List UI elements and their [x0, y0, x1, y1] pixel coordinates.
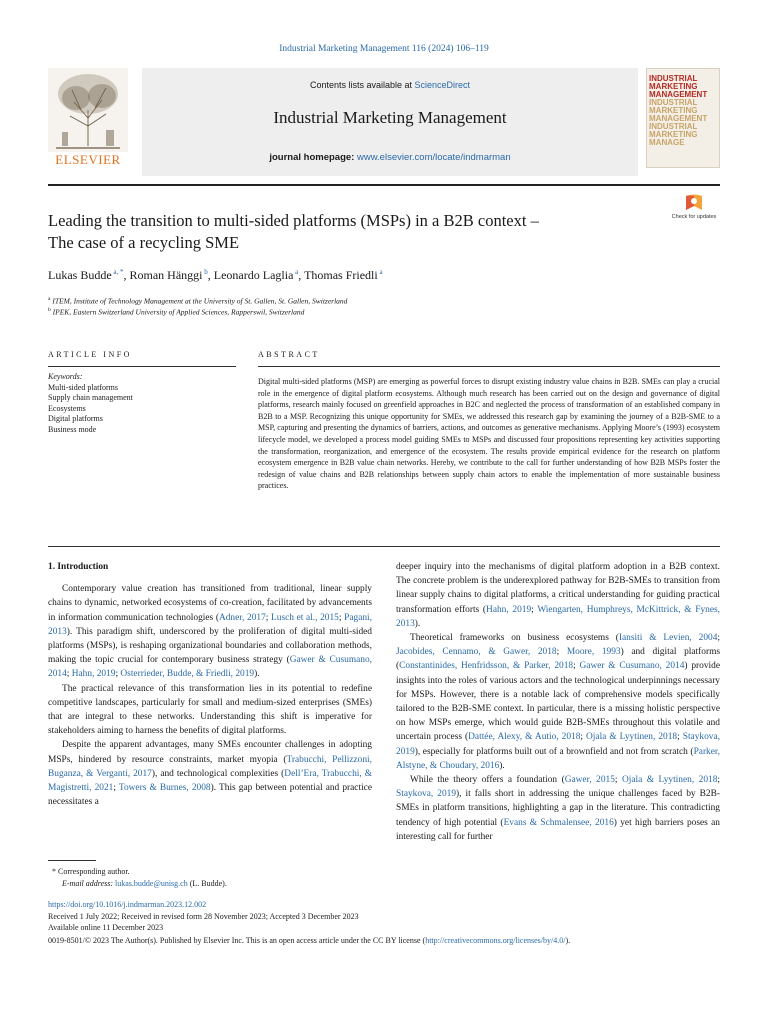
paragraph-text: ; — [531, 604, 538, 615]
paragraph-text: ) provide insights into the roles of various actors and the technological underpinnings necessary for MSPs. However, there is a notable lack of comprehensive models specifically tailored to the B2B-SME context. In particular, there is a missing holistic perspective on how MSPs emerge, which would guide B2B-SMEs throughout this volatile and uncertain process ( — [396, 661, 720, 743]
paragraph-text: Theoretical frameworks on business ecosystems ( — [410, 633, 619, 644]
citation-link[interactable]: Osterrieder, Budde, & Friedli, 2019 — [120, 669, 255, 680]
citation-link[interactable]: Lusch et al., 2015 — [271, 612, 339, 623]
article-info-heading: ARTICLE INFO — [48, 350, 132, 359]
paragraph-text: ; — [717, 633, 720, 644]
citation-link[interactable]: Towers & Burnes, 2008 — [118, 783, 211, 794]
citation-link[interactable]: Hahn, 2019 — [71, 669, 116, 680]
affiliation-a — [48, 296, 668, 306]
citation-link[interactable]: Wiengarten, Humphreys, McKittrick, & Fynes, 2013 — [396, 604, 720, 629]
paragraph-text: ; — [717, 775, 720, 786]
citation-link[interactable]: Gawer & Cusumano, 2014 — [48, 655, 372, 680]
citation-link[interactable]: Gawer & Cusumano, 2014 — [579, 661, 685, 672]
citation-link[interactable]: Moore, 1993 — [566, 647, 621, 658]
journal-citation-line[interactable]: Industrial Marketing Management 116 (2024) 106–119 — [279, 44, 489, 54]
citation-link[interactable]: Iansiti & Levien, 2004 — [618, 633, 718, 644]
citation-link[interactable]: Jacobides, Cennamo, & Gawer, 2018 — [396, 647, 557, 658]
contents-line — [142, 80, 638, 90]
cover-title-line: MANAGEMENT — [649, 90, 708, 99]
affiliation-marker: b — [48, 307, 51, 313]
keyword-item: Supply chain management — [48, 393, 133, 402]
affiliation-text: ITEM, Institute of Technology Management at the University of St. Gallen, St. Gallen, Switzerland — [52, 296, 348, 306]
article-info-rule — [48, 366, 236, 367]
author-name[interactable]: Thomas Friedli — [304, 268, 378, 282]
paragraph-text: Contemporary value creation has transitioned from traditional, linear supply chains to dynamic, networked ecosystems of co-creation, facilitated by advancements in information communication technologies ( — [48, 584, 372, 623]
author-list — [48, 268, 668, 283]
affiliation-b — [48, 307, 668, 317]
body-column-left — [48, 560, 372, 809]
intro-paragraph-3 — [48, 738, 372, 809]
asterisk-marker: * — [52, 867, 58, 876]
paragraph-text: ; — [573, 661, 580, 672]
corresponding-author-text: Corresponding author. — [58, 867, 130, 876]
citation-link[interactable]: Evans & Schmalensee, 2016 — [503, 817, 614, 828]
journal-name: Industrial Marketing Management — [273, 108, 507, 127]
paragraph-text: ; — [556, 647, 567, 658]
affiliation-marker: a — [48, 296, 51, 302]
email-note — [62, 878, 462, 889]
article-title — [48, 210, 668, 254]
citation-link[interactable]: Staykova, 2019 — [396, 789, 457, 800]
citation-link[interactable]: Dattée, Alexy, & Autio, 2018 — [468, 732, 581, 743]
paragraph-text: ; — [115, 669, 121, 680]
homepage-line — [142, 152, 638, 163]
paragraph-text: ; — [580, 732, 587, 743]
abstract-heading: ABSTRACT — [258, 350, 320, 359]
check-for-updates-icon[interactable] — [676, 194, 712, 230]
masthead-divider — [48, 184, 720, 186]
homepage-link[interactable]: www.elsevier.com/locate/indmarman — [356, 152, 511, 163]
license-link[interactable]: http://creativecommons.org/licenses/by/4.0/ — [425, 936, 566, 945]
cover-title-line: MARKETING — [649, 82, 698, 91]
title-line-2: The case of a recycling SME — [48, 233, 240, 252]
paragraph-text: ), and technological complexities ( — [151, 768, 285, 779]
citation-link[interactable]: Hahn, 2019 — [486, 604, 532, 615]
cover-title-line: INDUSTRIAL — [649, 74, 698, 83]
paragraph-text: ). — [254, 669, 260, 680]
author-separator: , — [123, 268, 130, 282]
keywords-block — [48, 372, 228, 435]
cover-title-line: MANAGEMENT — [649, 114, 708, 123]
keywords-heading: Keywords: — [48, 372, 83, 381]
footnote-rule — [48, 860, 96, 861]
citation-link[interactable]: Ojala & Lyytinen, 2018 — [621, 775, 718, 786]
citation-link[interactable]: Constantinides, Henfridsson, & Parker, 2018 — [399, 661, 574, 672]
doi-text[interactable]: https://doi.org/10.1016/j.indmarman.2023.12.002 — [48, 900, 207, 909]
email-suffix: (L. Budde). — [187, 879, 227, 888]
keyword-item: Digital platforms — [48, 414, 103, 423]
section-heading-introduction: 1. Introduction — [48, 562, 109, 572]
citation-link[interactable]: Staykova, 2019 — [396, 732, 720, 757]
author-separator: , — [298, 268, 305, 282]
paragraph-text: ). — [414, 618, 421, 629]
citation-link[interactable]: Gawer, 2015 — [564, 775, 615, 786]
cover-text — [649, 75, 719, 147]
contents-prefix: Contents lists available at — [309, 80, 415, 90]
author-affiliation-marker[interactable]: b — [202, 268, 208, 276]
paragraph-text: deeper inquiry into the mechanisms of digital platform adoption in a B2B context. The concrete problem is the underexplored pathway for B2B-SMEs to transition from linear supply chains to digital platforms, a critical understanding for guiding practical transformation efforts ( — [396, 562, 720, 615]
intro-paragraph-6 — [396, 773, 720, 844]
author-separator: , — [207, 268, 214, 282]
keyword-item: Business mode — [48, 424, 97, 434]
citation-link[interactable]: Dell’Era, Trabucchi, & Magistretti, 2021 — [48, 768, 372, 794]
sciencedirect-link[interactable]: ScienceDirect — [414, 80, 471, 90]
citation-link[interactable]: Adner, 2017 — [218, 612, 266, 623]
cover-title-line: INDUSTRIAL — [649, 122, 698, 131]
cover-title-line: MARKETING — [649, 106, 698, 115]
check-for-updates-label[interactable]: Check for updates — [671, 214, 717, 220]
received-dates: Received 1 July 2022; Received in revised form 28 November 2023; Accepted 3 December 2023 — [48, 912, 359, 921]
license-suffix: ). — [565, 936, 571, 945]
paragraph-text: ; — [66, 669, 72, 680]
cover-title-line: MARKETING — [649, 130, 698, 139]
citation-link[interactable]: Trabucchi, Pellizzoni, Buganza, & Verganti, 2017 — [48, 754, 372, 779]
paragraph-text: While the theory offers a foundation ( — [410, 775, 565, 786]
title-line-1: Leading the transition to multi-sided platforms (MSPs) in a B2B context – — [48, 211, 539, 230]
available-online-date: Available online 11 December 2023 — [48, 923, 164, 932]
citation-link[interactable]: Ojala & Lyytinen, 2018 — [586, 732, 678, 743]
author-name[interactable]: Lukas Budde — [48, 268, 112, 282]
intro-paragraph-1 — [48, 582, 372, 681]
email-label: E-mail address: — [62, 879, 116, 888]
publisher-name: ELSEVIER — [55, 152, 121, 167]
paragraph-text: Despite the apparent advantages, many SMEs encounter challenges in adopting MSPs, hindered by resource constraints, market myopia ( — [48, 740, 372, 765]
cover-title-line: MANAGE — [649, 138, 685, 147]
doi-link[interactable] — [48, 900, 728, 911]
intro-paragraph-5 — [396, 631, 720, 773]
license-prefix: 0019-8501/© 2023 The Author(s). Published by Elsevier Inc. This is an open access article under the CC BY license ( — [48, 936, 426, 945]
cover-title-line: INDUSTRIAL — [649, 98, 698, 107]
masthead — [48, 68, 720, 176]
affiliation-text: IPEK, Eastern Switzerland University of Applied Sciences, Rapperswil, Switzerland — [52, 307, 305, 317]
corresponding-author-note — [52, 866, 452, 877]
paragraph-text: ). This gap between potential and practice necessitates a — [48, 783, 372, 808]
abstract-bottom-rule — [48, 546, 720, 547]
intro-paragraph-4 — [396, 560, 720, 631]
author-email-link[interactable]: lukas.budde@unisg.ch — [115, 879, 188, 888]
abstract-rule — [258, 366, 720, 367]
keyword-item: Multi-sided platforms — [48, 382, 118, 392]
paragraph-text: ) and digital platforms ( — [396, 647, 721, 672]
paragraph-text: ; — [338, 612, 345, 623]
author-name[interactable]: Leonardo Laglia — [213, 268, 294, 282]
paragraph-text: ; — [614, 775, 622, 786]
citation-link[interactable]: Parker, Alstyne, & Choudary, 2016 — [396, 746, 720, 771]
author-affiliation-marker[interactable]: a — [377, 268, 383, 276]
keywords-list — [48, 383, 228, 436]
paragraph-text: ). This paradigm shift, underscored by the proliferation of digital multi-sided platforms (MSPs), is reshaping organizational boundaries and collaboration methods, making the topic crucial for contemporary business strategy ( — [48, 626, 372, 666]
body-column-right — [396, 560, 720, 844]
paragraph-text: ) yet high barriers poses an interesting call for further — [396, 817, 720, 842]
paragraph-text: ; — [265, 612, 272, 623]
license-line — [48, 936, 728, 947]
paragraph-text: ), especially for platforms built out of a brownfield and not from scratch ( — [414, 746, 694, 757]
paragraph-text: ), it falls short in addressing the unique challenges faced by B2B-SMEs in platform transitions, highlighting a gap in the literature. This contradicting tendency of high potential ( — [396, 789, 720, 828]
journal-cover-thumbnail[interactable] — [646, 68, 720, 168]
abstract-text: Digital multi-sided platforms (MSP) are emerging as powerful forces to disrupt existing industry value chains in B2B. SMEs can play a crucial role in the emergence of digital platform ecosystems. Although much research has been carried out on the design and governance of digital platforms, research mainly focused on greenfield approaches in B2C and neglected the process of transformation of an established company in B2B to a MSP. Recognizing this unique opportunity for SMEs, we addressed this research gap by examining the journey of a B2B-SME to a MSP, capturing and presenting the dynamics of barriers, actions, and outcomes as generative mechanisms. Applying Moore’s (1993) ecosystem lifecycle model, we developed a process model guiding SMEs to MSPs and discussed four propositions representing key activities supporting the transformation, reorganization, and emergence of the ecosystem. The results provide empirical evidence for the research on platform ecosystem emergence in B2B value chain networks. Hereby, we contribute to the call for further understanding of how B2B MSPs foster the redesign of value chains and B2B relationships between supply chain actors to enable the implementation of more sustainable business practices. — [258, 377, 720, 491]
homepage-prefix: journal homepage: — [269, 152, 357, 163]
author-affiliation-marker[interactable]: a — [293, 268, 299, 276]
author-affiliation-marker[interactable]: a, * — [111, 268, 124, 276]
paragraph-text: ; — [113, 783, 119, 794]
keyword-item: Ecosystems — [48, 403, 86, 413]
citation-link[interactable]: Pagani, 2013 — [48, 612, 372, 637]
author-name[interactable]: Roman Hänggi — [129, 268, 203, 282]
paragraph-text: ). — [499, 760, 505, 771]
paragraph-text: ; — [677, 732, 683, 743]
intro-paragraph-2: The practical relevance of this transformation lies in its potential to redefine competitive landscapes, particularly for small and medium-sized enterprises (SMEs) that are integral to these networks. Understanding this shift is imperative for stakeholders aiming to harness the benefits of digital platforms. — [48, 683, 372, 737]
